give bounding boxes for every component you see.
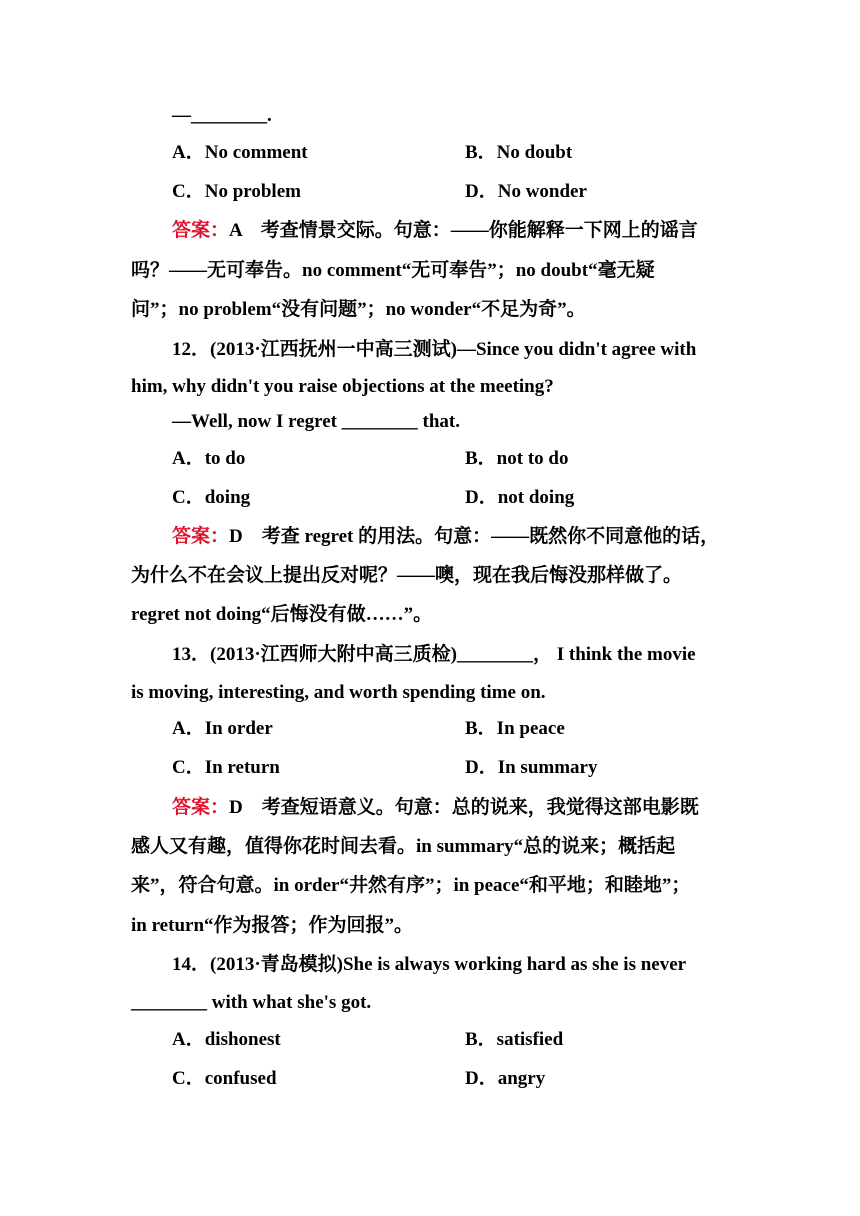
q11-answer [172,219,698,243]
q12-answer-text: D 考查 regret 的用法。句意：——既然你不同意他的话， [229,526,720,547]
q13-answer-text: D 考查短语意义。句意：总的说来，我觉得这部电影既 [229,797,699,818]
q12-explanation-line-2: regret not doing“后悔没有做……”。 [131,604,433,625]
q14-option-row-2 [172,1067,772,1091]
q11-option-d: D．No wonder [465,181,587,202]
q11-blank-line: —________. [172,105,272,126]
q12-option-row [172,447,772,471]
q13-option-row-2 [172,756,772,780]
q12-explanation-line-1: 为什么不在会议上提出反对呢？——噢，现在我后悔没那样做了。 [131,565,683,586]
q11-option-row-2 [172,180,772,204]
q11-answer-text: A 考查情景交际。句意：——你能解释一下网上的谣言 [229,220,698,241]
q14-option-c: C．confused [172,1068,277,1089]
answer-label: 答案： [172,797,230,818]
q13-explanation-line-3: in return“作为报答；作为回报”。 [131,915,414,936]
q13-option-c: C．In return [172,757,280,778]
q14-stem-line-1: 14．(2013·青岛模拟)She is always working hard as she is never [172,954,687,975]
q13-explanation-line-1: 感人又有趣，值得你花时间去看。in summary“总的说来；概括起 [131,836,676,857]
q13-option-b: B．In peace [465,718,565,739]
q13-stem-line-2: is moving, interesting, and worth spending time on. [131,682,546,703]
q11-explanation-line-2: 问”；no problem“没有问题”；no wonder“不足为奇”。 [131,299,586,320]
q12-answer [172,525,719,549]
q12-stem-line-1: 12．(2013·江西抚州一中高三测试)—Since you didn't agree with [172,339,697,360]
q11-option-row [172,141,772,165]
q13-option-a: A．In order [172,718,273,739]
q12-option-c: C．doing [172,487,251,508]
q14-option-a: A．dishonest [172,1029,281,1050]
q13-option-d: D．In summary [465,757,598,778]
q14-option-b: B．satisfied [465,1029,564,1050]
q13-answer [172,796,699,820]
q11-option-c: C．No problem [172,181,301,202]
q12-stem-line-3: —Well, now I regret ________ that. [172,411,460,432]
q12-stem-line-2: him, why didn't you raise objections at the meeting? [131,376,554,397]
q11-explanation-line-1: 吗？——无可奉告。no comment“无可奉告”；no doubt“毫无疑 [131,260,655,281]
q12-option-a: A．to do [172,448,246,469]
q11-option-b: B．No doubt [465,142,573,163]
q14-stem-line-2: ________ with what she's got. [131,992,372,1013]
q13-option-row [172,717,772,741]
q14-option-d: D．angry [465,1068,546,1089]
q12-option-b: B．not to do [465,448,569,469]
answer-label: 答案： [172,220,230,241]
q13-explanation-line-2: 来”，符合句意。in order“井然有序”；in peace“和平地；和睦地”； [131,875,691,896]
q11-option-a: A．No comment [172,142,308,163]
q14-option-row [172,1028,772,1052]
q13-stem-line-1: 13．(2013·江西师大附中高三质检)________， I think the movie [172,644,696,665]
q12-option-d: D．not doing [465,487,575,508]
answer-label: 答案： [172,526,230,547]
q12-option-row-2 [172,486,772,510]
